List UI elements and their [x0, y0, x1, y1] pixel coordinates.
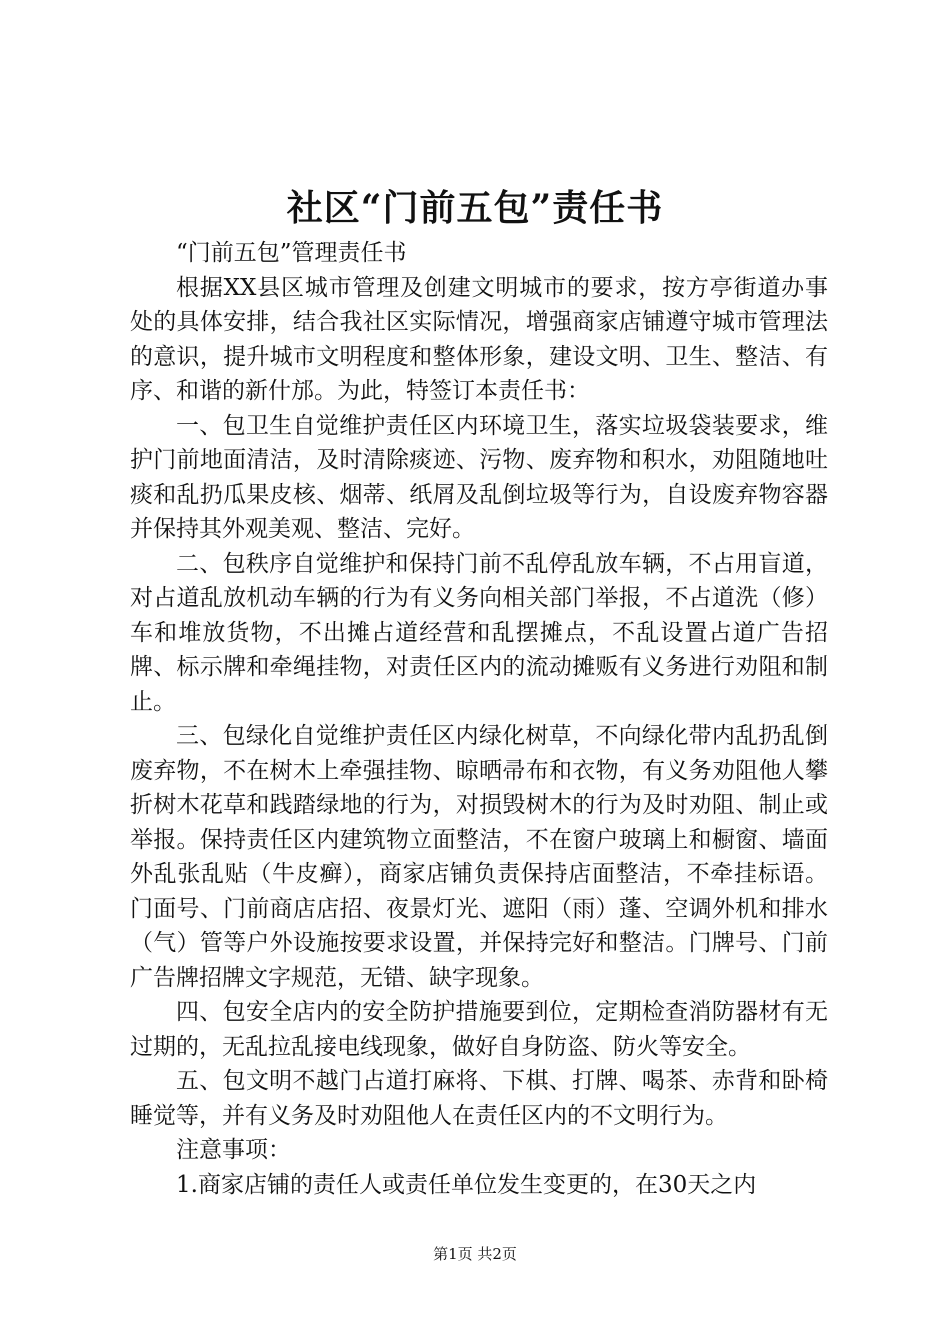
item-paragraph-3: 三、包绿化自觉维护责任区内绿化树草，不向绿化带内乱扔乱倒废弃物，不在树木上牵强挂物、晾晒帚布和衣物，有义务劝阻他人攀折树木花草和践踏绿地的行为，对损毁树木的行为及时劝阻、制止或举报。保持责任区内建筑物立面整洁，不在窗户玻璃上和橱窗、墙面外乱张乱贴（牛皮癣），商家店铺负责保持店面整洁，不牵挂标语。门面号、门前商店店招、夜景灯光、遮阳（雨）蓬、空调外机和排水（气）管等户外设施按要求设置，并保持完好和整洁。门牌号、门前广告牌招牌文字规范，无错、缺字现象。	[130, 723, 828, 991]
document-title: 社区“门前五包”责任书	[286, 187, 664, 229]
item-paragraph-4: 四、包安全店内的安全防护措施要到位，定期检查消防器材有无过期的，无乱拉乱接电线现象，做好自身防盗、防火等安全。	[130, 999, 828, 1060]
subtitle: “门前五包”管理责任书	[176, 240, 407, 266]
item-paragraph-2: 二、包秩序自觉维护和保持门前不乱停乱放车辆，不占用盲道，对占道乱放机动车辆的行为有义务向相关部门举报，不占道洗（修）车和堆放货物，不出摊占道经营和乱摆摊点，不乱设置占道广告招牌、标示牌和牵绳挂物，对责任区内的流动摊贩有义务进行劝阻和制止。	[130, 550, 828, 715]
page-number: 第1页 共2页	[433, 1245, 517, 1263]
intro-paragraph: 根据XX县区城市管理及创建文明城市的要求，按方亭街道办事处的具体安排，结合我社区实际情况，增强商家店铺遵守城市管理法的意识，提升城市文明程度和整体形象，建设文明、卫生、整洁、有序、和谐的新什邡。为此，特签订本责任书：	[130, 274, 828, 404]
item-paragraph-1: 一、包卫生自觉维护责任区内环境卫生，落实垃圾袋装要求，维护门前地面清洁，及时清除痰迹、污物、废弃物和积水，劝阻随地吐痰和乱扔瓜果皮核、烟蒂、纸屑及乱倒垃圾等行为，自设废弃物容器并保持其外观美观、整洁、完好。	[130, 412, 828, 542]
note-item-1: 1.商家店铺的责任人或责任单位发生变更的，在30天之内	[176, 1171, 757, 1198]
notes-heading: 注意事项：	[176, 1137, 291, 1163]
item-paragraph-5: 五、包文明不越门占道打麻将、下棋、打牌、喝茶、赤背和卧椅睡觉等，并有义务及时劝阻他人在责任区内的不文明行为。	[130, 1068, 828, 1129]
document-body	[130, 236, 828, 1202]
